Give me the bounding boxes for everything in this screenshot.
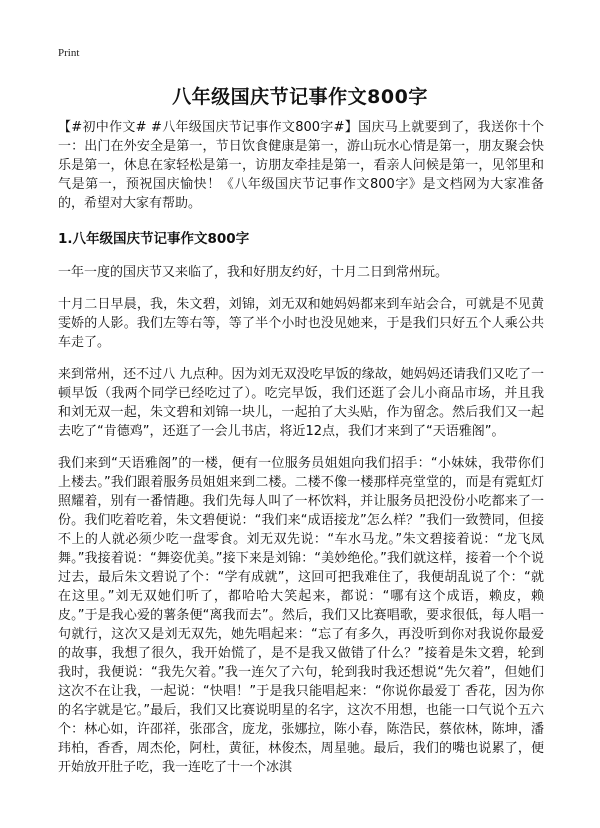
article-title: 八年级国庆节记事作文800字 (172, 86, 428, 108)
article-body (58, 118, 544, 790)
paragraph-3: 来到常州，还不过八 九点种。因为刘无双没吃早饭的缘故，她妈妈还请我们又吃了一顿早饭（我两个同学已经吃过了）。吃完早饭，我们还逛了会儿小商品市场，并且我和刘无双一起，朱文碧和刘锦一块儿，一起拍了大头贴，作为留念。然后我们又一起去吃了“肯德鸡”，还逛了一会儿书店，将近12点，我们才来到了“天语雅阁”。 (58, 367, 544, 439)
paragraph-1: 一年一度的国庆节又来临了，我和好朋友约好，十月二日到常州玩。 (58, 265, 449, 280)
section-heading: 1.八年级国庆节记事作文800字 (58, 231, 250, 247)
paragraph-4: 我们来到“天语雅阁”的一楼，便有一位服务员姐姐向我们招手：“小妹妹，我带你们上楼去。”我们跟着服务员姐姐来到二楼。二楼不像一楼那样亮堂堂的，而是有霓虹灯照耀着，别有一番情趣。我们先每人叫了一杯饮料，并让服务员把没份小吃都来了一份。我们吃着吃着，朱文碧便说：“我们来“成语接龙”怎么样？”我们一致赞同，但接不上的人就必须少吃一盘零食。刘无双先说：“车水马龙。”朱文碧接着说：“龙飞凤舞。”我接着说：“舞姿优美。”接下来是刘锦：“美妙绝伦。”我们就这样，接着一个个说过去，最后朱文碧说了个：“学有成就”，这回可把我难住了，我便胡乱说了个：“就在这里。”刘无双她们听了，都哈哈大笑起来，都说：“哪有这个成语，赖皮，赖皮。”于是我心爱的薯条便“离我而去”。然后，我们又比赛唱歌，要求很低，每人唱一句就行，这次又是刘无双先，她先唱起来：“忘了有多久，再没听到你对我说你最爱的故事，我想了很久，我开始慌了，是不是我又做错了什么？”接着是朱文碧，轮到我时，我便说：“我先欠着。”我一连欠了六句，轮到我时我还想说“先欠着”，但她们这次不在让我，一起说：“快唱！”于是我只能唱起来：“你说你最爱丁 香花，因为你的名字就是它。”最后，我们又比赛说明星的名字，这次不用想，也能一口气说个五六个：林心如，许邵祥，张邵含，庞龙，张娜拉，陈小春，陈浩民，蔡依林，陈坤，潘玮柏，香香，周杰伦，阿杜，黄征，林俊杰，周星驰。最后，我们的嘴也说累了，便开始放开肚子吃，我一连吃了十一个冰淇 (58, 456, 544, 775)
print-link[interactable]: Print (58, 47, 80, 59)
article-intro: 【#初中作文# #八年级国庆节记事作文800字#】国庆马上就要到了，我送你十个一：出门在外安全是第一，节日饮食健康是第一，游山玩水心情是第一，朋友聚会快乐是第一，休息在家轻松是第一，访朋友牵挂是第一，看亲人问候是第一，见邻里和气是第一，预祝国庆愉快！《八年级国庆节记事作文800字》是文档网为大家准备的，希望对大家有帮助。 (58, 120, 544, 211)
paragraph-2: 十月二日早晨，我，朱文碧，刘锦，刘无双和她妈妈都来到车站会合，可就是不见黄雯娇的人影。我们左等右等，等了半个小时也没见她来，于是我们只好五个人乘公共车走了。 (58, 297, 544, 350)
